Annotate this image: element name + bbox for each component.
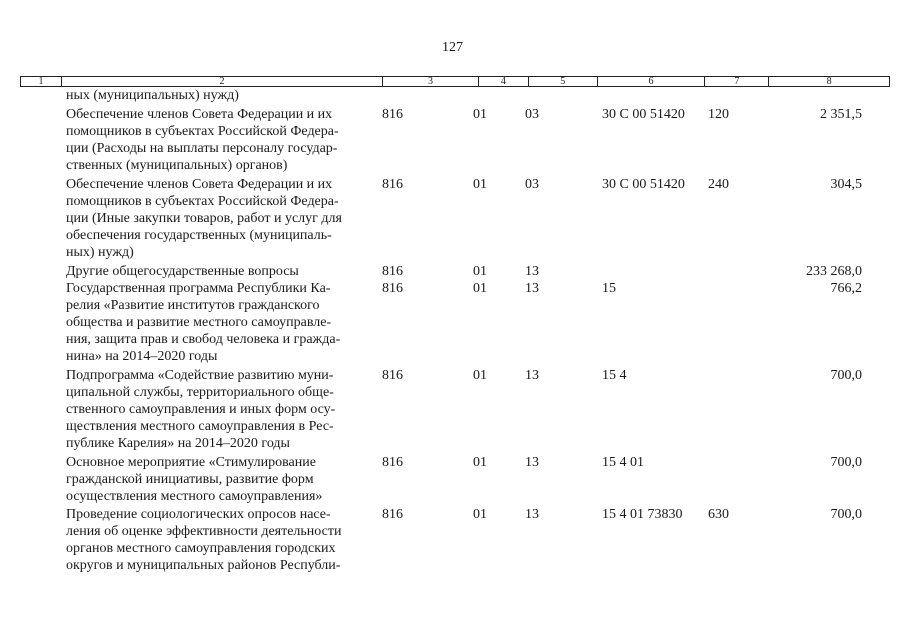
cell-section: 01: [473, 455, 487, 470]
table-row: [0, 106, 905, 176]
cell-subsection: 13: [525, 264, 539, 279]
description-line: ния, защита прав и свобод человека и гражда-: [66, 332, 341, 347]
cell-section: 01: [473, 177, 487, 192]
cell-subsection: 03: [525, 107, 539, 122]
cell-subsection: 13: [525, 281, 539, 296]
description-line: ции (Иные закупки товаров, работ и услуг для: [66, 211, 342, 226]
cell-target-article: 30 С 00 51420: [602, 177, 685, 192]
cell-amount: 233 268,0: [806, 264, 862, 279]
cell-section: 01: [473, 107, 487, 122]
header-col-3: 3: [382, 77, 478, 86]
row-description: [66, 367, 371, 452]
cell-subsection: 13: [525, 507, 539, 522]
cell-section: 01: [473, 507, 487, 522]
description-line: нина» на 2014–2020 годы: [66, 349, 218, 364]
cell-code: 816: [382, 107, 403, 122]
table-row: [0, 454, 905, 506]
cell-section: 01: [473, 264, 487, 279]
cell-code: 816: [382, 507, 403, 522]
row-description: [66, 176, 371, 261]
description-line: органов местного самоуправления городских: [66, 541, 336, 556]
cell-target-article: 15 4 01 73830: [602, 507, 683, 522]
table-row: [0, 263, 905, 280]
table-body: [0, 87, 905, 576]
cell-expense-type: 240: [708, 177, 729, 192]
cell-amount: 700,0: [830, 368, 862, 383]
cell-amount: 700,0: [830, 455, 862, 470]
description-line: ственного самоуправления и иных форм осу-: [66, 402, 336, 417]
header-col-7: 7: [704, 77, 768, 86]
description-line: Обеспечение членов Совета Федерации и их: [66, 107, 333, 122]
description-line: округов и муниципальных районов Республи-: [66, 558, 341, 573]
description-line: помощников в субъектах Российской Федера-: [66, 194, 339, 209]
description-line: ных) нужд): [66, 245, 134, 260]
description-line: помощников в субъектах Российской Федера-: [66, 124, 339, 139]
row-description: [66, 263, 371, 280]
cell-code: 816: [382, 281, 403, 296]
row-description: [66, 454, 371, 505]
cell-target-article: 30 С 00 51420: [602, 107, 685, 122]
description-line: осуществления местного самоуправления»: [66, 489, 323, 504]
cell-amount: 304,5: [830, 177, 862, 192]
table-row: [0, 87, 905, 104]
cell-code: 816: [382, 368, 403, 383]
description-line: ления об оценке эффективности деятельности: [66, 524, 342, 539]
cell-section: 01: [473, 281, 487, 296]
header-col-8: 8: [768, 77, 889, 86]
row-description: [66, 280, 371, 365]
cell-amount: 700,0: [830, 507, 862, 522]
table-header: [20, 76, 890, 87]
page-number: 127: [442, 40, 463, 55]
cell-expense-type: 120: [708, 107, 729, 122]
table-row: [0, 280, 905, 367]
description-line: обеспечения государственных (муниципаль-: [66, 228, 332, 243]
cell-target-article: 15 4: [602, 368, 627, 383]
description-line: Проведение социологических опросов насе-: [66, 507, 331, 522]
row-description: [66, 506, 371, 574]
cell-code: 816: [382, 264, 403, 279]
cell-subsection: 03: [525, 177, 539, 192]
cell-target-article: 15 4 01: [602, 455, 644, 470]
table-row: [0, 367, 905, 454]
header-col-2: 2: [61, 77, 382, 86]
cell-expense-type: 630: [708, 507, 729, 522]
description-line: Подпрограмма «Содействие развитию муни-: [66, 368, 334, 383]
description-line: Другие общегосударственные вопросы: [66, 264, 299, 279]
description-line: гражданской инициативы, развитие форм: [66, 472, 314, 487]
cell-subsection: 13: [525, 455, 539, 470]
header-col-5: 5: [528, 77, 597, 86]
description-line: общества и развитие местного самоуправле-: [66, 315, 332, 330]
header-col-1: 1: [38, 76, 44, 87]
table-row: [0, 176, 905, 263]
description-line: релия «Развитие институтов гражданского: [66, 298, 320, 313]
row-description: [66, 87, 371, 104]
description-line: ции (Расходы на выплаты персоналу государ-: [66, 141, 338, 156]
description-line: Основное мероприятие «Стимулирование: [66, 455, 316, 470]
cell-code: 816: [382, 177, 403, 192]
cell-section: 01: [473, 368, 487, 383]
table-row: [0, 506, 905, 576]
description-line: Обеспечение членов Совета Федерации и их: [66, 177, 333, 192]
cell-amount: 766,2: [830, 281, 862, 296]
row-description: [66, 106, 371, 174]
cell-code: 816: [382, 455, 403, 470]
description-line: Государственная программа Республики Ка-: [66, 281, 331, 296]
cell-amount: 2 351,5: [820, 107, 862, 122]
description-line: ственных (муниципальных) органов): [66, 158, 288, 173]
description-line: ципальной службы, территориального обще-: [66, 385, 334, 400]
description-line: ных (муниципальных) нужд): [66, 88, 239, 103]
description-line: ществления местного самоуправления в Рес-: [66, 419, 334, 434]
cell-target-article: 15: [602, 281, 616, 296]
header-col-6: 6: [597, 77, 705, 86]
description-line: публике Карелия» на 2014–2020 годы: [66, 436, 290, 451]
cell-subsection: 13: [525, 368, 539, 383]
header-col-4: 4: [478, 77, 528, 86]
